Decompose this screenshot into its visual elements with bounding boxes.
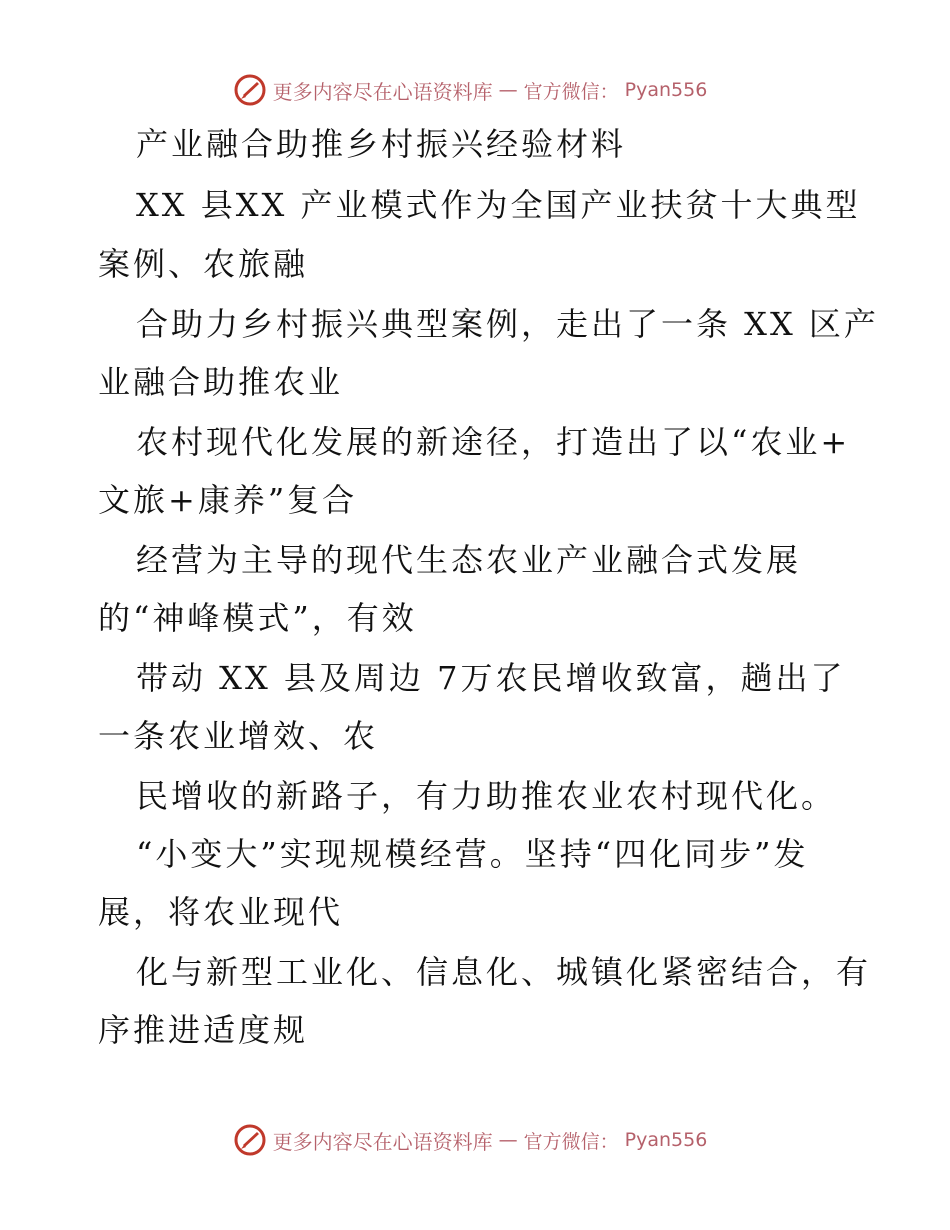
brand-logo-icon: [233, 73, 267, 107]
footer-banner: [0, 1120, 950, 1160]
text-line: 文旅+康养”复合: [98, 481, 358, 519]
text-line: XX 县XX 产业模式作为全国产业扶贫十大典型: [136, 186, 861, 224]
text-line: 农村现代化发展的新途径，打造出了以“农业+: [136, 423, 851, 461]
text-line: 民增收的新路子，有力助推农业农村现代化。: [136, 777, 837, 815]
text-line: 化与新型工业化、信息化、城镇化紧密结合，有: [136, 953, 872, 991]
text-line: 序推进适度规: [98, 1011, 309, 1049]
official-label: 官方微信：: [523, 1130, 619, 1153]
wechat-id: Pyan556: [624, 79, 708, 101]
header-banner: [0, 70, 950, 110]
wechat-id: Pyan556: [624, 1129, 708, 1151]
text-line: 的“神峰模式”，有效: [98, 599, 417, 637]
text-line: 展，将农业现代: [98, 893, 344, 931]
banner-separator: —: [498, 79, 518, 101]
text-line: 经营为主导的现代生态农业产业融合式发展: [136, 541, 802, 579]
text-line: 案例、农旅融: [98, 245, 309, 283]
brand-logo-icon: [233, 1123, 267, 1157]
header-banner-content: [233, 73, 708, 107]
document-title: 产业融合助推乡村振兴经验材料: [136, 125, 627, 163]
banner-separator: —: [498, 1129, 518, 1151]
footer-banner-content: [233, 1123, 708, 1157]
brand-text: 更多内容尽在心语资料库: [272, 79, 493, 104]
official-label: 官方微信：: [523, 80, 619, 103]
text-line: “小变大”实现规模经营。坚持“四化同步”发: [136, 835, 809, 873]
text-line: 带动 XX 县及周边 7万农民增收致富，趟出了: [136, 659, 846, 697]
text-line: 合助力乡村振兴典型案例，走出了一条 XX 区产: [136, 305, 879, 343]
text-line: 一条农业增效、农: [98, 717, 379, 755]
brand-text: 更多内容尽在心语资料库: [272, 1129, 493, 1154]
text-line: 业融合助推农业: [98, 363, 344, 401]
